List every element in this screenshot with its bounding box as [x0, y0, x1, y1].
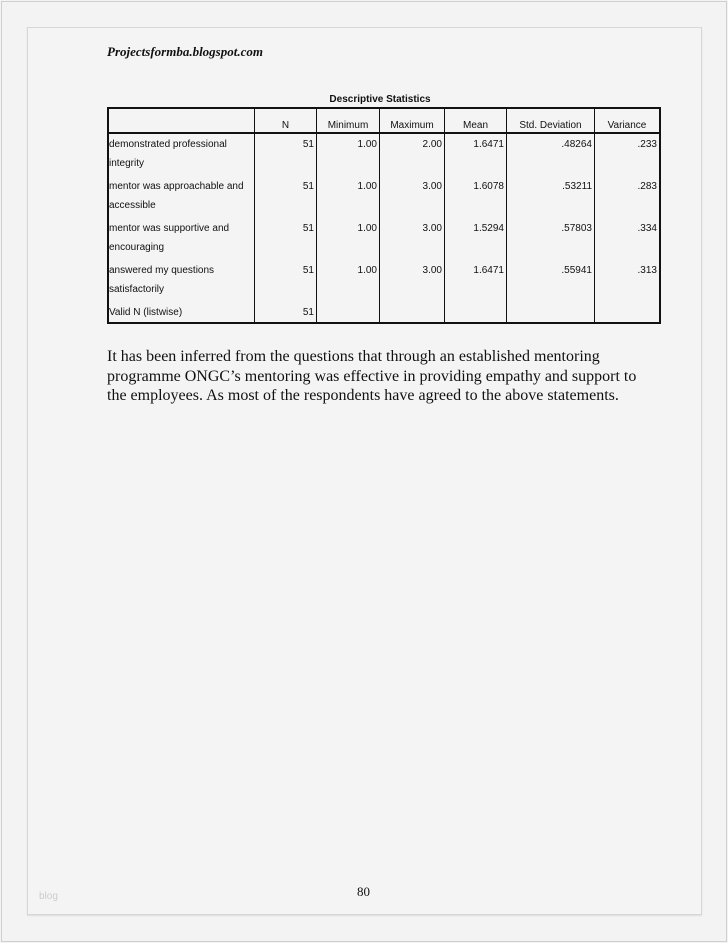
- row-label: demonstrated professional integrity: [108, 133, 255, 176]
- table-cell: .57803: [507, 218, 595, 260]
- table-cell: .334: [595, 218, 661, 260]
- column-header: [108, 108, 255, 133]
- column-header: Variance: [595, 108, 661, 133]
- table-cell: [317, 302, 380, 323]
- table-cell: 1.6078: [445, 176, 507, 218]
- table-title: Descriptive Statistics: [329, 94, 431, 105]
- table-cell: 51: [255, 176, 317, 218]
- watermark: blog: [39, 891, 58, 902]
- table-cell: 51: [255, 218, 317, 260]
- table-row: [108, 133, 660, 176]
- table-row: [108, 302, 660, 323]
- table-cell: .53211: [507, 176, 595, 218]
- table-cell: 3.00: [380, 176, 445, 218]
- table-row: [108, 176, 660, 218]
- table-cell: 3.00: [380, 260, 445, 302]
- table-cell: 1.6471: [445, 133, 507, 176]
- page-number: 80: [357, 884, 370, 899]
- table-cell: 1.00: [317, 133, 380, 176]
- table-row: [108, 260, 660, 302]
- table-header-row: [108, 108, 660, 133]
- body-paragraph: It has been inferred from the questions that through an established mentoring programme ONGC’s mentoring was effective in providing empathy and support to the employees. As most of the respondents have agreed to the above statements.: [107, 348, 637, 404]
- table-cell: 51: [255, 260, 317, 302]
- row-label: mentor was supportive and encouraging: [108, 218, 255, 260]
- row-label: answered my questions satisfactorily: [108, 260, 255, 302]
- table-cell: 3.00: [380, 218, 445, 260]
- table-cell: 51: [255, 302, 317, 323]
- table-cell: .313: [595, 260, 661, 302]
- table-cell: 1.00: [317, 260, 380, 302]
- table-cell: .233: [595, 133, 661, 176]
- column-header: Maximum: [380, 108, 445, 133]
- column-header: Std. Deviation: [507, 108, 595, 133]
- table-cell: .55941: [507, 260, 595, 302]
- table-cell: 51: [255, 133, 317, 176]
- table-row: [108, 218, 660, 260]
- table-cell: .48264: [507, 133, 595, 176]
- table-cell: [445, 302, 507, 323]
- table-cell: 1.00: [317, 176, 380, 218]
- row-label: mentor was approachable and accessible: [108, 176, 255, 218]
- table-cell: 2.00: [380, 133, 445, 176]
- table-cell: [380, 302, 445, 323]
- table-cell: 1.5294: [445, 218, 507, 260]
- column-header: Mean: [445, 108, 507, 133]
- table-cell: [507, 302, 595, 323]
- column-header: N: [255, 108, 317, 133]
- table-cell: .283: [595, 176, 661, 218]
- site-header: Projectsformba.blogspot.com: [107, 44, 263, 59]
- table-cell: [595, 302, 661, 323]
- descriptive-statistics-table: [107, 107, 661, 324]
- column-header: Minimum: [317, 108, 380, 133]
- row-label: Valid N (listwise): [108, 302, 255, 323]
- table-cell: 1.00: [317, 218, 380, 260]
- table-cell: 1.6471: [445, 260, 507, 302]
